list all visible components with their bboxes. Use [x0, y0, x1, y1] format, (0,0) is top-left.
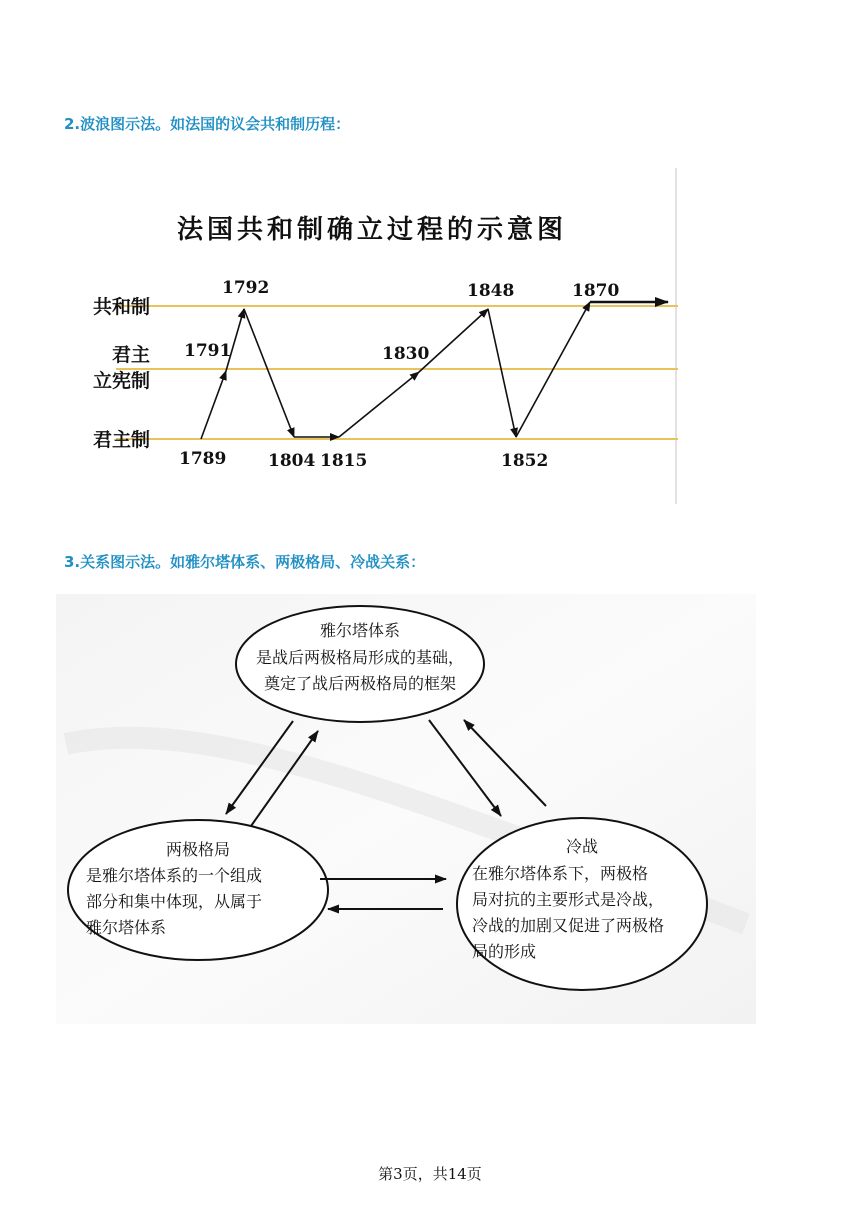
bipolar-line-1: 是雅尔塔体系的一个组成 [86, 866, 263, 885]
year-1789: 1789 [179, 449, 227, 469]
year-1791: 1791 [184, 341, 232, 361]
year-1792: 1792 [222, 278, 270, 298]
coldwar-line-2: 局对抗的主要形式是冷战， [472, 890, 665, 909]
coldwar-title: 冷战 [565, 837, 599, 856]
level-label-constitutional-line2: 立宪制 [92, 370, 150, 392]
bipolar-line-2: 部分和集中体现，从属于 [86, 892, 263, 911]
year-1852: 1852 [501, 451, 549, 471]
level-label-monarchy: 君主制 [92, 429, 150, 451]
coldwar-line-1: 在雅尔塔体系下，两极格 [472, 864, 649, 883]
coldwar-line-3: 冷战的加剧又促进了两极格 [472, 916, 665, 935]
year-1848: 1848 [467, 281, 515, 301]
year-1804: 1804 [268, 451, 316, 471]
section-2-heading: 2.波浪图示法。如法国的议会共和制历程： [64, 115, 351, 133]
year-1815: 1815 [320, 451, 368, 471]
wave-diagram-title: 法国共和制确立过程的示意图 [176, 215, 568, 245]
yalta-bipolar-coldwar-diagram [56, 594, 756, 1024]
yalta-title: 雅尔塔体系 [319, 621, 401, 640]
year-1830: 1830 [382, 344, 430, 364]
yalta-line-1: 是战后两极格局形成的基础， [255, 648, 465, 667]
coldwar-line-4: 局的形成 [472, 942, 537, 961]
year-1870: 1870 [572, 281, 620, 301]
level-label-constitutional-line1: 君主 [111, 344, 150, 366]
france-republic-wave-diagram [56, 166, 682, 508]
section-3-heading: 3.关系图示法。如雅尔塔体系、两极格局、冷战关系： [64, 553, 426, 571]
yalta-line-2: 奠定了战后两极格局的框架 [263, 674, 457, 693]
bipolar-line-3: 雅尔塔体系 [86, 918, 167, 937]
level-label-republic: 共和制 [92, 296, 150, 318]
page-number: 第3页，共14页 [378, 1165, 482, 1183]
bipolar-title: 两极格局 [165, 840, 231, 859]
